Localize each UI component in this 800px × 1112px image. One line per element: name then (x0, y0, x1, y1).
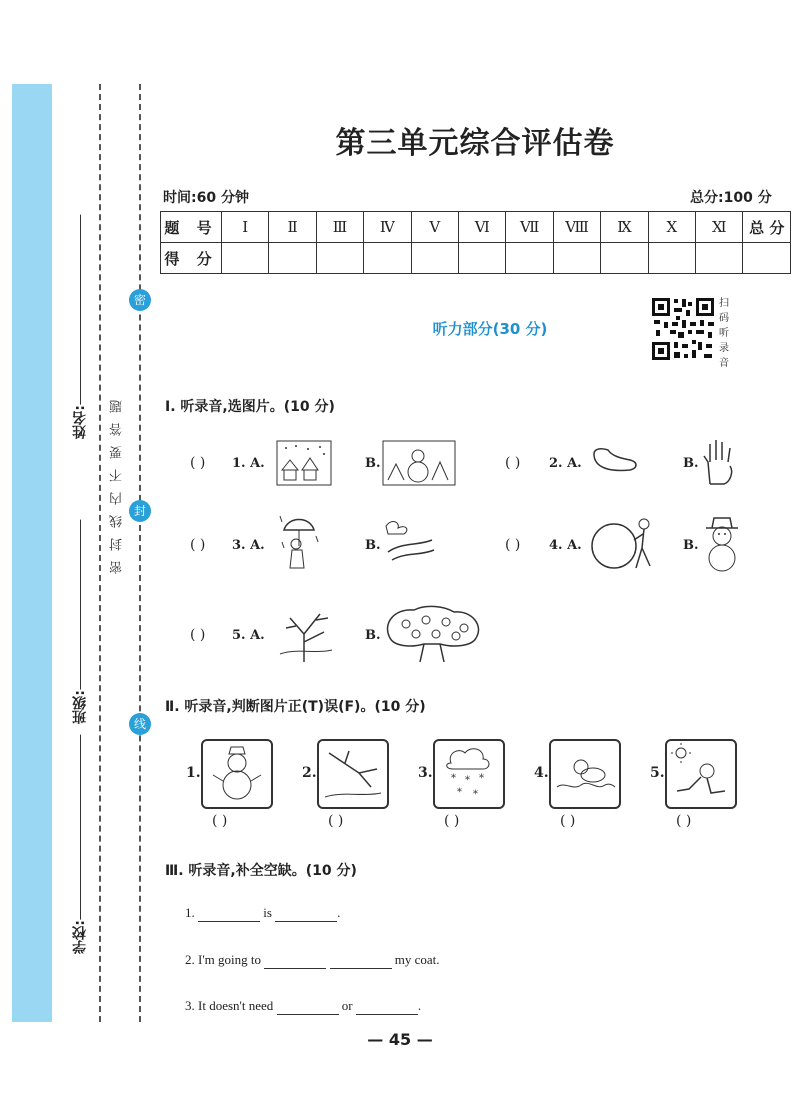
fill-1-suffix: . (337, 905, 341, 920)
score-cell[interactable] (411, 243, 458, 274)
section-2-title: Ⅱ. 听录音,判断图片正(T)误(F)。(10 分) (165, 699, 426, 715)
class-field[interactable] (70, 520, 90, 724)
qr-code-icon[interactable] (650, 296, 716, 362)
svg-text:*: * (465, 775, 470, 786)
foot-picture (590, 446, 640, 476)
row-label-score: 得 分 (161, 243, 222, 274)
binding-strip (12, 84, 52, 1022)
header-cell: Ⅵ (459, 212, 506, 243)
answer-paren[interactable]: ( ) (190, 455, 206, 471)
answer-paren[interactable]: ( ) (505, 537, 521, 553)
header-cell: Ⅳ (364, 212, 411, 243)
fill-3-mid: or (341, 998, 353, 1013)
svg-text:*: * (451, 773, 456, 784)
snowman-scene-picture (382, 440, 456, 486)
answer-paren[interactable]: ( ) (212, 813, 228, 829)
score-table (160, 211, 791, 274)
listening-header: 听力部分(30 分) (432, 320, 548, 338)
header-cell: Ⅲ (316, 212, 363, 243)
qr-note: 扫码听录音 (719, 298, 729, 369)
bare-tree-picture (276, 604, 336, 664)
blank[interactable] (275, 905, 337, 922)
name-field[interactable] (70, 215, 90, 439)
school-blank[interactable] (79, 735, 81, 920)
section-1-title: Ⅰ. 听录音,选图片。(10 分) (165, 399, 335, 415)
item-1-option-a: 1. A. (232, 456, 265, 471)
fill-2-prefix: 2. I'm going to (185, 952, 262, 967)
bare-branch-icon (319, 741, 387, 807)
class-label: 班级: (72, 690, 88, 724)
seal-feng: 封 (129, 500, 151, 522)
item-3-option-b: B. (365, 538, 381, 553)
tf-item-3-frame (433, 739, 505, 809)
item-2-option-a: 2. A. (549, 456, 582, 471)
seal-mi: 密 (129, 289, 151, 311)
answer-paren[interactable]: ( ) (444, 813, 460, 829)
tf-item-2-frame (317, 739, 389, 809)
wind-picture (378, 516, 438, 568)
time-label: 时间:60 分钟 (163, 190, 249, 206)
score-cell[interactable] (601, 243, 648, 274)
tf-item-3-number: 3. (418, 765, 433, 781)
row-label-number: 题 号 (161, 212, 222, 243)
tf-item-4-number: 4. (534, 765, 549, 781)
name-blank[interactable] (79, 215, 81, 405)
class-blank[interactable] (79, 520, 81, 690)
header-cell: Ⅴ (411, 212, 458, 243)
score-cell[interactable] (648, 243, 695, 274)
blank[interactable] (264, 952, 326, 969)
tf-item-1-frame (201, 739, 273, 809)
tf-item-4-frame (549, 739, 621, 809)
answer-paren[interactable]: ( ) (676, 813, 692, 829)
section-3-title: Ⅲ. 听录音,补全空缺。(10 分) (165, 863, 357, 879)
blank[interactable] (356, 998, 418, 1015)
girl-umbrella-picture (276, 512, 322, 574)
total-label: 总分:100 分 (690, 190, 772, 206)
tf-item-5-number: 5. (650, 765, 665, 781)
tf-item-2-number: 2. (302, 765, 317, 781)
fill-1-prefix: 1. (185, 905, 195, 920)
hand-picture (700, 438, 740, 488)
item-5-option-a: 5. A. (232, 628, 265, 643)
fill-2-suffix: my coat. (394, 952, 440, 967)
score-cell[interactable] (364, 243, 411, 274)
item-4-option-a: 4. A. (549, 538, 582, 553)
score-cell[interactable] (316, 243, 363, 274)
item-2-option-b: B. (683, 456, 699, 471)
item-5-option-b: B. (365, 628, 381, 643)
score-table-score-row (161, 243, 791, 274)
svg-text:*: * (479, 773, 484, 784)
header-cell: Ⅹ (648, 212, 695, 243)
header-cell: Ⅶ (506, 212, 553, 243)
answer-paren[interactable]: ( ) (190, 537, 206, 553)
answer-paren[interactable]: ( ) (560, 813, 576, 829)
page-number: — 45 — (367, 1030, 433, 1049)
snowman-icon (203, 741, 271, 807)
blank[interactable] (277, 998, 339, 1015)
fill-line-2 (185, 952, 440, 969)
header-cell-total: 总 分 (743, 212, 791, 243)
seal-xian: 线 (129, 713, 151, 735)
item-4-option-b: B. (683, 538, 699, 553)
fill-1-mid: is (263, 905, 272, 920)
score-cell[interactable] (743, 243, 791, 274)
cut-line-inner (139, 84, 141, 1022)
item-3-option-a: 3. A. (232, 538, 265, 553)
score-cell[interactable] (222, 243, 269, 274)
svg-text:*: * (473, 789, 478, 800)
score-table-header-row (161, 212, 791, 243)
tf-item-5-frame (665, 739, 737, 809)
swimming-icon (551, 741, 619, 807)
cut-line-outer (99, 84, 101, 1022)
score-cell[interactable] (696, 243, 743, 274)
blank[interactable] (330, 952, 392, 969)
tf-item-1-number: 1. (186, 765, 201, 781)
fill-3-suffix: . (417, 998, 422, 1013)
snowman-hat-picture (700, 514, 744, 572)
svg-text:*: * (457, 787, 462, 798)
header-cell: Ⅰ (222, 212, 269, 243)
answer-paren[interactable]: ( ) (505, 455, 521, 471)
fill-3-prefix: 3. It doesn't need (185, 998, 274, 1013)
score-cell[interactable] (269, 243, 316, 274)
header-cell: Ⅸ (601, 212, 648, 243)
boy-snowball-picture (588, 514, 656, 574)
leafy-tree-picture (380, 604, 484, 664)
header-cell: Ⅺ (696, 212, 743, 243)
score-cell[interactable] (506, 243, 553, 274)
score-cell[interactable] (459, 243, 506, 274)
school-field[interactable] (70, 735, 90, 954)
answer-paren[interactable]: ( ) (328, 813, 344, 829)
fill-line-1 (185, 905, 340, 922)
header-cell: Ⅱ (269, 212, 316, 243)
fill-line-3 (185, 998, 421, 1015)
school-label: 学校: (72, 920, 88, 954)
sunbathing-icon (667, 741, 735, 807)
score-cell[interactable] (553, 243, 600, 274)
page-title: 第三单元综合评估卷 (335, 126, 615, 161)
name-label: 姓名: (72, 405, 88, 439)
header-cell: Ⅷ (553, 212, 600, 243)
snowy-village-picture (276, 440, 332, 486)
item-1-option-b: B. (365, 456, 381, 471)
seal-warning: 密封线内不要答题 (110, 390, 125, 574)
answer-paren[interactable]: ( ) (190, 627, 206, 643)
snow-cloud-icon (435, 741, 503, 807)
blank[interactable] (198, 905, 260, 922)
